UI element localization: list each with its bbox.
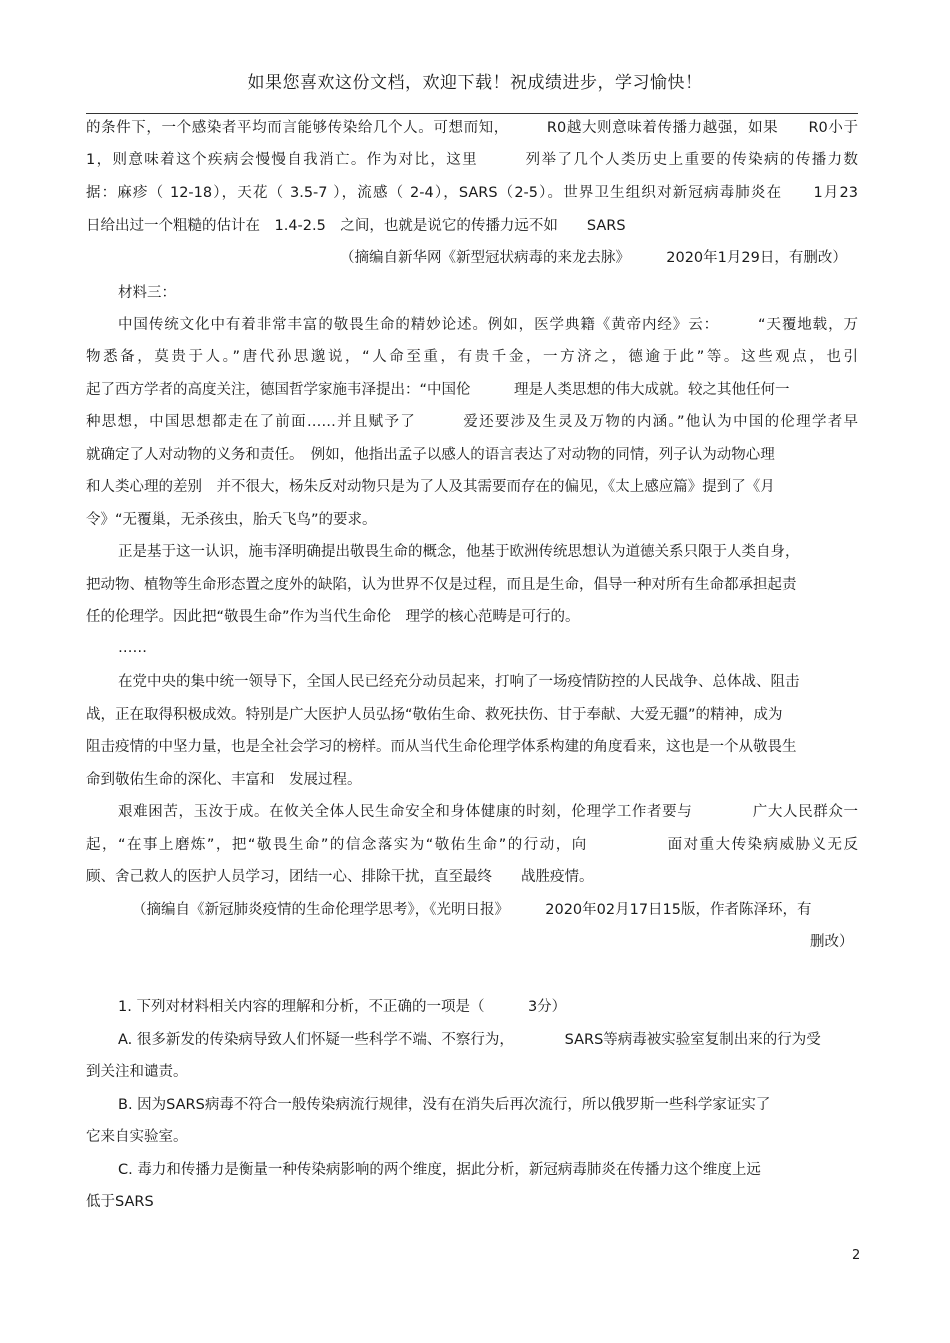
option-b: B. 因为SARS病毒不符合一般传染病流行规律，没有在消失后再次流行，所以俄罗斯一些科学家证实了 — [118, 1097, 771, 1113]
paragraph-line: 种思想，中国思想都走在了前面……并且赋予了 爱还要涉及生灵及万物的内涵。”他认为中国的伦理学者早 — [86, 414, 858, 430]
paragraph-line: 命到敬佑生命的深化、丰富和 发展过程。 — [86, 772, 362, 788]
download-banner: 如果您喜欢这份文档，欢迎下载！祝成绩进步，学习愉快！ — [247, 73, 703, 93]
material2-source: （摘编自新华网《新型冠状病毒的来龙去脉》 2020年1月29日，有删改） — [340, 250, 847, 266]
paragraph-line: 顾、舍己救人的医护人员学习，团结一心、排除干扰，直至最终 战胜疫情。 — [86, 869, 594, 885]
page-number: 2 — [852, 1248, 861, 1263]
material2-line: 日给出过一个粗糙的估计在 1.4-2.5 之间，也就是说它的传播力远不如 SARS — [86, 218, 626, 234]
material3-source: （摘编自《新冠肺炎疫情的生命伦理学思考》，《光明日报》 2020年02月17日15版，作者陈泽环，有 — [132, 902, 812, 918]
paragraph-line: 正是基于这一认识，施韦泽明确提出敬畏生命的概念，他基于欧洲传统思想认为道德关系只限于人类自身， — [118, 544, 800, 560]
paragraph-line: 中国传统文化中有着非常丰富的敬畏生命的精妙论述。例如，医学典籍《黄帝内经》云： “天覆地载，万 — [118, 317, 858, 333]
paragraph-line: 起，“在事上磨炼”，把“敬畏生命”的信念落实为“敬佑生命”的行动，向 面对重大传染病威胁义无反 — [86, 837, 858, 853]
question-stem: 1. 下列对材料相关内容的理解和分析，不正确的一项是（ 3分） — [118, 999, 567, 1015]
paragraph-line: 就确定了人对动物的义务和责任。 例如，他指出孟子以感人的语言表达了对动物的同情，列子认为动物心理 — [86, 447, 775, 463]
ellipsis: …… — [118, 640, 147, 656]
option-c: C. 毒力和传播力是衡量一种传染病影响的两个维度，据此分析，新冠病毒肺炎在传播力这个维度上远 — [118, 1162, 761, 1178]
header-divider — [86, 113, 858, 114]
paragraph-line: 艰难困苦，玉汝于成。在攸关全体人民生命安全和身体健康的时刻，伦理学工作者要与 广大人民群众一 — [118, 804, 858, 820]
paragraph-line: 令》“无覆巢，无杀孩虫，胎夭飞鸟”的要求。 — [86, 512, 377, 528]
material2-line: 1，则意味着这个疾病会慢慢自我消亡。作为对比，这里 列举了几个人类历史上重要的传染病的传播力数 — [86, 152, 858, 168]
option-a: A. 很多新发的传染病导致人们怀疑一些科学不端、不察行为， SARS等病毒被实验室复制出来的行为受 — [118, 1032, 821, 1048]
paragraph-line: 起了西方学者的高度关注，德国哲学家施韦泽提出：“中国伦 理是人类思想的伟大成就。较之其他任何一 — [86, 382, 790, 398]
material3-title: 材料三： — [118, 285, 176, 301]
material3-source-end: 删改） — [810, 934, 854, 950]
option-a-cont: 到关注和谴责。 — [86, 1064, 188, 1080]
material2-line: 的条件下，一个感染者平均而言能够传染给几个人。可想而知， R0越大则意味着传播力越强，如果 R0小于 — [86, 120, 858, 136]
paragraph-line: 任的伦理学。因此把“敬畏生命”作为当代生命伦 理学的核心范畴是可行的。 — [86, 609, 580, 625]
paragraph-line: 和人类心理的差别 并不很大，杨朱反对动物只是为了人及其需要而存在的偏见，《太上感应篇》提到了《月 — [86, 479, 775, 495]
paragraph-line: 战，正在取得积极成效。特别是广大医护人员弘扬“敬佑生命、救死扶伤、甘于奉献、大爱无疆”的精神，成为 — [86, 707, 783, 723]
option-b-cont: 它来自实验室。 — [86, 1129, 188, 1145]
paragraph-line: 物悉备，莫贵于人。”唐代孙思邈说，“人命至重，有贵千金，一方济之，德逾于此”等。这些观点，也引 — [86, 349, 858, 365]
paragraph-line: 阻击疫情的中坚力量，也是全社会学习的榜样。而从当代生命伦理学体系构建的角度看来，这也是一个从敬畏生 — [86, 739, 797, 755]
paragraph-line: 在党中央的集中统一领导下，全国人民已经充分动员起来，打响了一场疫情防控的人民战争、总体战、阻击 — [118, 674, 800, 690]
option-c-cont: 低于SARS — [86, 1194, 154, 1210]
paragraph-line: 把动物、植物等生命形态置之度外的缺陷，认为世界不仅是过程，而且是生命，倡导一种对所有生命都承担起责 — [86, 577, 797, 593]
material2-line: 据：麻疹（ 12-18），天花（ 3.5-7 ），流感（ 2-4），SARS（2-5）。世界卫生组织对新冠病毒肺炎在 1月23 — [86, 185, 858, 201]
